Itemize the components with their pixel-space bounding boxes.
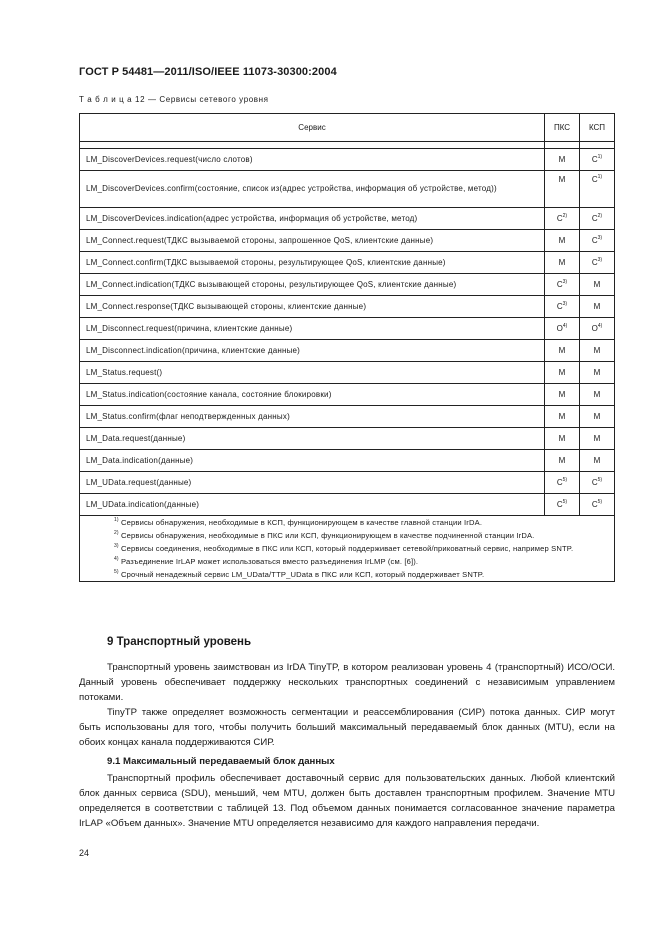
- ksp-value: M: [593, 302, 601, 311]
- standard-header: ГОСТ Р 54481—2011/ISO/IEEE 11073-30300:2004: [79, 66, 337, 78]
- pks-value: M: [558, 258, 566, 267]
- ksp-cell: [580, 230, 615, 252]
- col-pks-header: ПКС: [545, 114, 580, 142]
- ksp-value: C: [591, 500, 598, 509]
- ksp-value: M: [593, 456, 601, 465]
- table-row: [80, 362, 615, 384]
- pks-cell: [545, 472, 580, 494]
- table-row: [80, 208, 615, 230]
- pks-cell: [545, 340, 580, 362]
- table-row: [80, 472, 615, 494]
- pks-value: C: [556, 214, 563, 223]
- paragraph: Транспортный профиль обеспечивает доставочный сервис для пользовательских данных. Любой клиентский блок данных сервиса (SDU), меньший, чем MTU, должен быть доставлен транспортным профилем. Значение MTU определяется в соответствии с таблицей 13. Под объемом данных понимается согласованное значение параметра IrLAP «Объем данных». Значение MTU определяется независимо для каждого направления передачи.: [79, 773, 615, 829]
- section-9-1-title: 9.1 Максимальный передаваемый блок данных: [107, 756, 335, 767]
- services-table: [79, 113, 615, 582]
- footnote: [86, 529, 608, 542]
- ksp-footnote-ref: 4): [597, 323, 603, 329]
- ksp-value: M: [593, 280, 601, 289]
- pks-cell: [545, 428, 580, 450]
- pks-value: C: [556, 302, 563, 311]
- ksp-cell: [580, 362, 615, 384]
- table-row: [80, 274, 615, 296]
- pks-footnote-ref: 4): [562, 323, 568, 329]
- service-cell: LM_Status.indication(состояние канала, состояние блокировки): [80, 384, 545, 406]
- pks-value: M: [558, 390, 566, 399]
- footnote-mark: 2): [114, 530, 119, 536]
- section-9-text: [79, 660, 615, 750]
- pks-cell: [545, 274, 580, 296]
- ksp-value: M: [593, 412, 601, 421]
- pks-footnote-ref: 5): [562, 477, 568, 483]
- pks-value: C: [556, 280, 563, 289]
- ksp-footnote-ref: 1): [597, 174, 603, 180]
- ksp-cell: [580, 171, 615, 208]
- pks-cell: [545, 296, 580, 318]
- ksp-cell: [580, 340, 615, 362]
- ksp-value: O: [591, 324, 598, 333]
- ksp-value: C: [591, 478, 598, 487]
- footnote-text: Срочный ненадежный сервис LM_UData/TTP_UData в ПКС или КСП, который поддерживает SNTP.: [118, 570, 485, 579]
- table-row: [80, 340, 615, 362]
- footnotes: [80, 516, 615, 582]
- ksp-cell: [580, 472, 615, 494]
- service-cell: LM_UData.request(данные): [80, 472, 545, 494]
- pks-value: M: [558, 346, 566, 355]
- service-cell: LM_Connect.request(ТДКС вызываемой стороны, запрошенное QoS, клиентские данные): [80, 230, 545, 252]
- table-row: [80, 384, 615, 406]
- service-cell: LM_Disconnect.indication(причина, клиентские данные): [80, 340, 545, 362]
- pks-cell: [545, 252, 580, 274]
- table-row: [80, 318, 615, 340]
- service-cell: LM_UData.indication(данные): [80, 494, 545, 516]
- col-ksp-header: КСП: [580, 114, 615, 142]
- paragraph: TinyTP также определяет возможность сегментации и реассемблирования (СИР) потока данных. СИР могут быть использованы для того, чтобы получить больший максимальный передаваемый блок данных (MTU), если на обоих концах канала поддерживаются СИР.: [79, 707, 615, 748]
- footnote: [86, 516, 608, 529]
- service-cell: LM_Connect.indication(ТДКС вызывающей стороны, результирующее QoS, клиентские данные): [80, 274, 545, 296]
- section-9-title: 9 Транспортный уровень: [107, 636, 252, 648]
- service-cell: LM_DiscoverDevices.confirm(состояние, список из(адрес устройства, информация об устройстве, метод)): [80, 171, 545, 208]
- service-cell: LM_Connect.response(ТДКС вызывающей стороны, клиентские данные): [80, 296, 545, 318]
- table-row: [80, 171, 615, 208]
- ksp-cell: [580, 274, 615, 296]
- pks-footnote-ref: 5): [562, 499, 568, 505]
- footnote-mark: 5): [114, 569, 119, 575]
- col-service-header: Сервис: [80, 114, 545, 142]
- ksp-cell: [580, 450, 615, 472]
- service-cell: LM_Status.confirm(флаг неподтвержденных данных): [80, 406, 545, 428]
- ksp-cell: [580, 406, 615, 428]
- ksp-footnote-ref: 3): [597, 235, 603, 241]
- ksp-value: C: [591, 175, 598, 184]
- ksp-value: C: [591, 155, 598, 164]
- table-caption: Т а б л и ц а 12 — Сервисы сетевого уровня: [79, 95, 269, 104]
- ksp-value: C: [591, 214, 598, 223]
- footnote-mark: 1): [114, 517, 119, 523]
- ksp-cell: [580, 252, 615, 274]
- pks-cell: [545, 230, 580, 252]
- table-header-spacer: [80, 142, 615, 149]
- pks-cell: [545, 149, 580, 171]
- ksp-value: M: [593, 368, 601, 377]
- paragraph: Транспортный уровень заимствован из IrDA TinyTP, в котором реализован уровень 4 (транспортный) ИСО/ОСИ. Данный уровень обеспечивает поддержку нескольких транспортных соединений с независимым управлением потоками.: [79, 662, 615, 703]
- pks-cell: [545, 362, 580, 384]
- pks-value: M: [558, 236, 566, 245]
- pks-value: O: [556, 324, 563, 333]
- pks-value: M: [558, 434, 566, 443]
- pks-footnote-ref: 3): [562, 301, 568, 307]
- ksp-cell: [580, 494, 615, 516]
- ksp-footnote-ref: 5): [597, 477, 603, 483]
- pks-cell: [545, 450, 580, 472]
- service-cell: LM_DiscoverDevices.request(число слотов): [80, 149, 545, 171]
- footnote-text: Сервисы обнаружения, необходимые в КСП, функционирующем в качестве главной станции IrDA.: [118, 518, 483, 527]
- ksp-footnote-ref: 3): [597, 257, 603, 263]
- pks-value: M: [558, 175, 566, 184]
- table-row: [80, 149, 615, 171]
- table-row: [80, 252, 615, 274]
- page-number: 24: [79, 848, 90, 858]
- ksp-value: M: [593, 390, 601, 399]
- ksp-value: C: [591, 236, 598, 245]
- service-cell: LM_Status.request(): [80, 362, 545, 384]
- footnote-mark: 4): [114, 556, 119, 562]
- ksp-cell: [580, 208, 615, 230]
- ksp-value: M: [593, 346, 601, 355]
- service-cell: LM_Data.request(данные): [80, 428, 545, 450]
- pks-value: M: [558, 412, 566, 421]
- table-row: [80, 406, 615, 428]
- pks-cell: [545, 171, 580, 208]
- ksp-footnote-ref: 1): [597, 154, 603, 160]
- footnote: [86, 568, 608, 581]
- pks-footnote-ref: 3): [562, 279, 568, 285]
- table-row: [80, 494, 615, 516]
- ksp-cell: [580, 318, 615, 340]
- pks-footnote-ref: 2): [562, 213, 568, 219]
- ksp-value: M: [593, 434, 601, 443]
- table-row: [80, 296, 615, 318]
- footnote-mark: 3): [114, 543, 119, 549]
- section-9-1-text: [79, 771, 615, 831]
- service-cell: LM_Data.indication(данные): [80, 450, 545, 472]
- ksp-footnote-ref: 5): [597, 499, 603, 505]
- ksp-cell: [580, 149, 615, 171]
- pks-cell: [545, 208, 580, 230]
- ksp-cell: [580, 296, 615, 318]
- table-header-row: [80, 114, 615, 142]
- service-cell: LM_DiscoverDevices.indication(адрес устройства, информация об устройстве, метод): [80, 208, 545, 230]
- table-body: [80, 149, 615, 516]
- pks-value: C: [556, 478, 563, 487]
- ksp-cell: [580, 428, 615, 450]
- footnote: [86, 542, 608, 555]
- ksp-cell: [580, 384, 615, 406]
- footnote-text: Сервисы обнаружения, необходимые в ПКС или КСП, функционирующем в качестве подчиненной станции IrDA.: [118, 531, 535, 540]
- ksp-value: C: [591, 258, 598, 267]
- service-cell: LM_Disconnect.request(причина, клиентские данные): [80, 318, 545, 340]
- table-row: [80, 450, 615, 472]
- pks-cell: [545, 384, 580, 406]
- pks-cell: [545, 318, 580, 340]
- ksp-footnote-ref: 2): [597, 213, 603, 219]
- pks-value: C: [556, 500, 563, 509]
- pks-value: M: [558, 155, 566, 164]
- footnote: [86, 555, 608, 568]
- pks-cell: [545, 406, 580, 428]
- footnote-text: Разъединение IrLAP может использоваться вместо разъединения IrLMP (см. [6]).: [118, 557, 419, 566]
- pks-value: M: [558, 368, 566, 377]
- pks-cell: [545, 494, 580, 516]
- footnote-text: Сервисы соединения, необходимые в ПКС или КСП, который поддерживает сетевой/приковатный сервис, например SNTP.: [118, 544, 574, 553]
- table-row: [80, 230, 615, 252]
- footnotes-row: [80, 516, 615, 582]
- table-row: [80, 428, 615, 450]
- service-cell: LM_Connect.confirm(ТДКС вызываемой стороны, результирующее QoS, клиентские данные): [80, 252, 545, 274]
- pks-value: M: [558, 456, 566, 465]
